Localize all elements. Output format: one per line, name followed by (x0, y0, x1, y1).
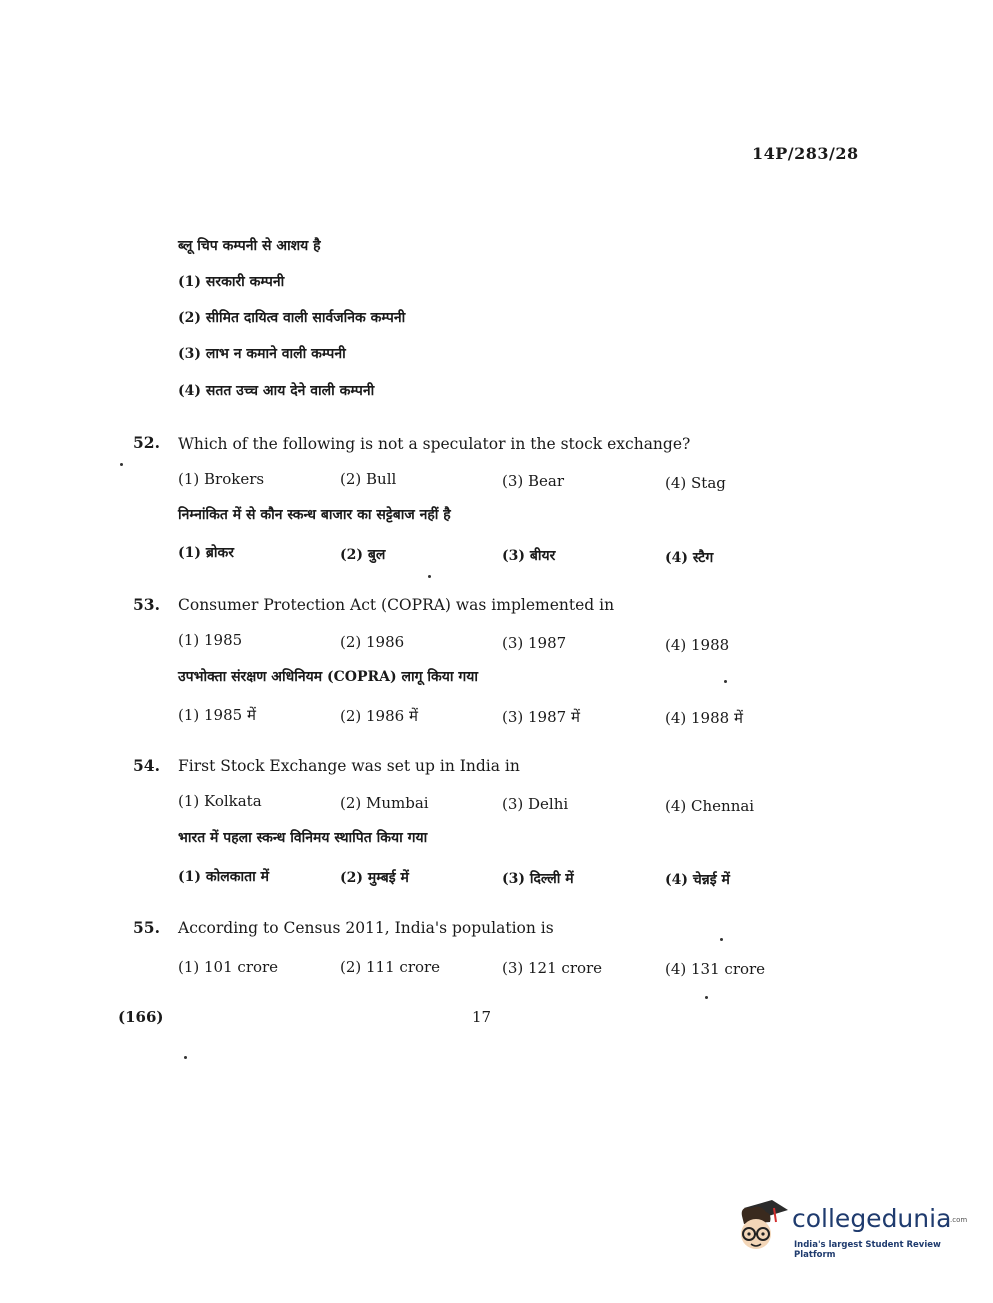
question-stem-en: According to Census 2011, India's population is (178, 919, 554, 937)
page-number: 17 (472, 1008, 492, 1026)
question-stem-hi: उपभोक्ता संरक्षण अधिनियम (COPRA) लागू किया गया (178, 669, 478, 685)
option: (3) 1987 (502, 634, 567, 652)
question-number: 54. (133, 756, 160, 775)
scan-speck (120, 463, 123, 466)
option-hi: (1) कोलकाता में (178, 869, 269, 885)
scan-speck (428, 575, 431, 578)
option-hi: (1) ब्रोकर (178, 545, 234, 561)
option: (3) Bear (502, 472, 565, 490)
option-hi: (4) 1988 में (665, 709, 743, 727)
option: (2) Bull (340, 470, 397, 488)
q51-option-3: (3) लाभ न कमाने वाली कम्पनी (178, 346, 346, 362)
option: (2) 111 crore (340, 958, 441, 976)
option-hi: (4) स्टैग (665, 550, 714, 566)
option: (3) 121 crore (502, 959, 603, 977)
scan-speck (724, 680, 727, 683)
option: (4) 131 crore (665, 960, 766, 978)
question-number: 55. (133, 918, 160, 937)
footer-code: (166) (118, 1008, 164, 1026)
option: (4) Chennai (665, 797, 755, 815)
question-number: 53. (133, 595, 160, 614)
scan-speck (184, 1056, 187, 1059)
q51-option-2: (2) सीमित दायित्व वाली सार्वजनिक कम्पनी (178, 310, 406, 326)
q51-hindi-stem: ब्लू चिप कम्पनी से आशय है (178, 238, 321, 254)
option: (4) Stag (665, 474, 726, 492)
option-hi: (2) मुम्बई में (340, 870, 409, 886)
option-hi: (3) 1987 में (502, 708, 580, 726)
question-stem-en: Consumer Protection Act (COPRA) was implemented in (178, 596, 615, 614)
question-number: 52. (133, 433, 160, 452)
option: (3) Delhi (502, 795, 569, 813)
option: (1) 101 crore (178, 958, 279, 976)
question-stem-en: Which of the following is not a speculator in the stock exchange? (178, 435, 691, 453)
option: (1) Kolkata (178, 792, 262, 810)
q51-option-4: (4) सतत उच्च आय देने वाली कम्पनी (178, 383, 375, 399)
option-hi: (2) बुल (340, 547, 386, 563)
option: (2) 1986 (340, 633, 405, 651)
option-hi: (3) बीयर (502, 548, 556, 564)
question-stem-hi: निम्नांकित में से कौन स्कन्ध बाजार का सट्टेबाज नहीं है (178, 507, 451, 523)
brand-name: collegedunia (792, 1204, 952, 1233)
option: (2) Mumbai (340, 794, 429, 812)
scan-speck (720, 938, 723, 941)
option-hi: (3) दिल्ली में (502, 871, 574, 887)
paper-code: 14P/283/28 (752, 144, 859, 163)
question-stem-hi: भारत में पहला स्कन्ध विनिमय स्थापित किया गया (178, 830, 428, 846)
mascot-icon (732, 1194, 790, 1256)
option-hi: (1) 1985 में (178, 706, 256, 724)
question-stem-en: First Stock Exchange was set up in India in (178, 757, 520, 775)
option: (1) Brokers (178, 470, 265, 488)
scan-speck (705, 996, 708, 999)
option: (4) 1988 (665, 636, 730, 654)
option-hi: (4) चेन्नई में (665, 872, 730, 888)
brand-domain: .com (950, 1216, 968, 1224)
q51-option-1: (1) सरकारी कम्पनी (178, 274, 285, 290)
option: (1) 1985 (178, 631, 243, 649)
collegedunia-logo (732, 1194, 968, 1260)
brand-tagline: India's largest Student Review Platform (794, 1240, 941, 1260)
option-hi: (2) 1986 में (340, 707, 418, 725)
